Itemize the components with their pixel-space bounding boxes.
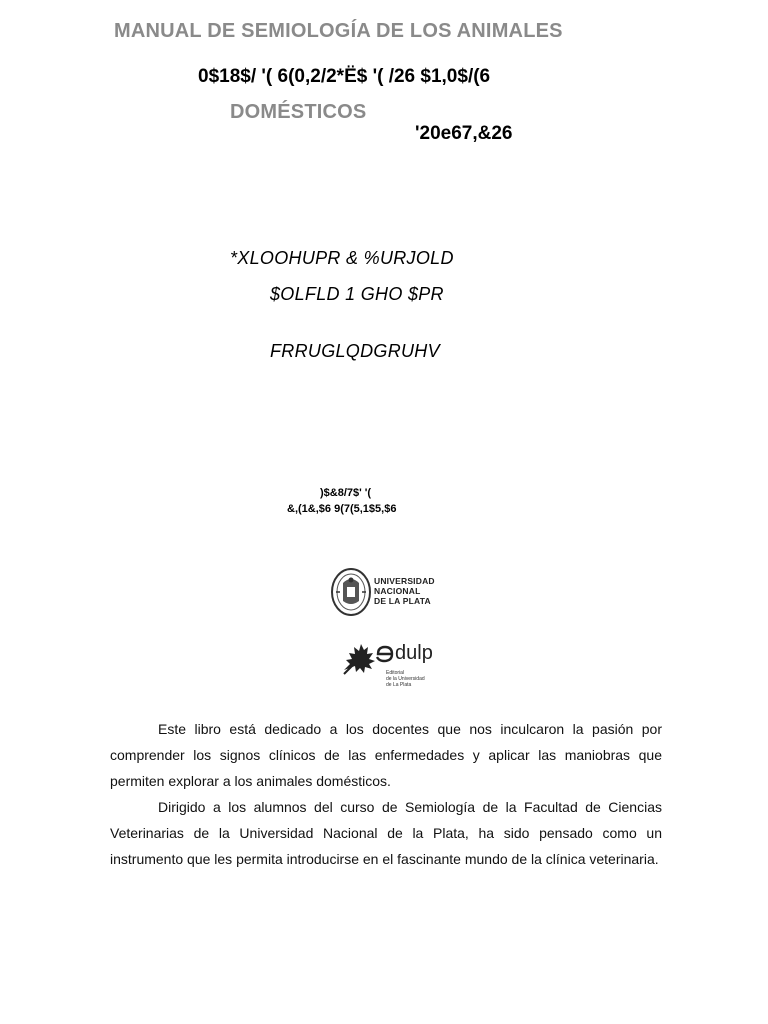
edulp-word: dulp bbox=[395, 642, 433, 664]
unlp-logo bbox=[330, 567, 440, 617]
authors-line-3: FRRUGLQDGRUHV bbox=[270, 341, 440, 361]
paragraph-purpose: Dirigido a los alumnos del curso de Semiología de la Facultad de Ciencias Veterinarias de la Universidad Nacional de la Plata, ha sido pensado como un instrumento que les permita introducirse en el fascinante mundo de la clínica veterinaria. bbox=[110, 799, 662, 867]
oak-leaf-icon bbox=[340, 640, 378, 676]
paragraph-dedication: Este libro está dedicado a los docentes que nos inculcaron la pasión por comprender los signos clínicos de las enfermedades y aplicar las maniobras que permiten explorar a los animales domésticos. bbox=[110, 721, 662, 789]
unlp-name-line-1: UNIVERSIDAD bbox=[374, 576, 435, 586]
unlp-name-line-2: NACIONAL bbox=[374, 586, 421, 596]
edulp-sub-line-2: de la Universidad bbox=[386, 676, 425, 682]
garbled-title-line-2: '20e67,&26 bbox=[415, 123, 513, 144]
title-line-2: DOMÉSTICOS bbox=[230, 101, 367, 123]
purpose-text bbox=[110, 794, 662, 872]
garbled-title-line-1: 0$18$/ '( 6(0,2/2*Ë$ '( /26 $1,0$/(6 bbox=[198, 66, 491, 87]
faculty-line-1: )$&8/7$' '( bbox=[320, 487, 372, 499]
unlp-name-line-3: DE LA PLATA bbox=[374, 596, 431, 606]
authors-line-1: *XLOOHUPR & %URJOLD bbox=[230, 248, 454, 268]
edulp-sub-line-1: Editorial bbox=[386, 670, 405, 676]
faculty-line-2: &,(1&,$6 9(7(5,1$5,$6 bbox=[287, 503, 397, 515]
edulp-sub-line-3: de La Plata bbox=[386, 682, 412, 688]
dedication-text bbox=[110, 716, 662, 794]
unlp-seal-icon bbox=[330, 567, 372, 617]
authors-line-2: $OLFLD 1 GHO $PR bbox=[270, 284, 444, 304]
edulp-logo bbox=[340, 640, 440, 692]
edulp-e-icon bbox=[374, 644, 396, 664]
title-line-1: MANUAL DE SEMIOLOGÍA DE LOS ANIMALES bbox=[114, 20, 563, 42]
